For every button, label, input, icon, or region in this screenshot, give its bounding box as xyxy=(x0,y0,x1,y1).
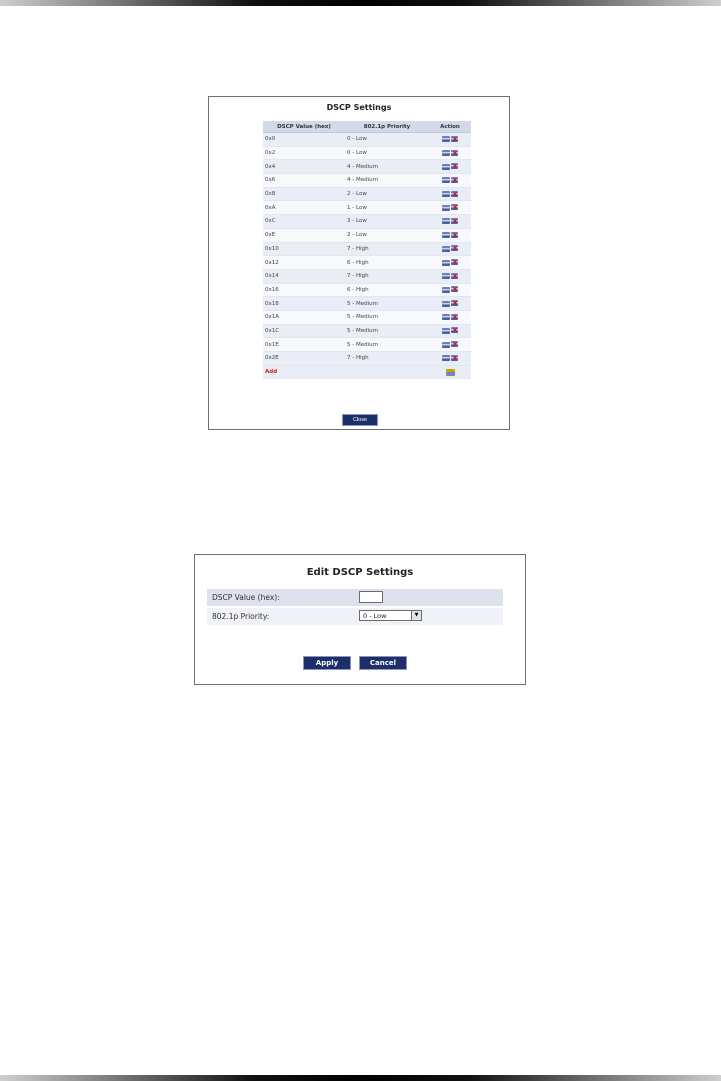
delete-icon[interactable] xyxy=(451,300,459,307)
edit-icon[interactable] xyxy=(442,328,450,334)
table-row xyxy=(263,133,471,147)
edit-icon[interactable] xyxy=(442,301,450,307)
dscp-value-cell: 0xA xyxy=(263,201,345,215)
dscp-value-label: DSCP Value (hex): xyxy=(212,593,280,602)
delete-icon[interactable] xyxy=(451,355,459,362)
priority-cell: 1 - Low xyxy=(345,201,429,215)
delete-icon[interactable] xyxy=(451,204,459,211)
dscp-value-cell: 0x2E xyxy=(263,352,345,366)
edit-dscp-dialog xyxy=(194,554,526,685)
table-row xyxy=(263,352,471,366)
edit-icon[interactable] xyxy=(442,232,450,238)
priority-cell: 5 - Medium xyxy=(345,310,429,324)
delete-icon[interactable] xyxy=(451,273,459,280)
edit-icon[interactable] xyxy=(442,246,450,252)
col-header-dscp: DSCP Value (hex) xyxy=(263,121,345,133)
dscp-value-cell: 0x8 xyxy=(263,187,345,201)
priority-cell: 3 - Low xyxy=(345,215,429,229)
action-cell xyxy=(429,215,471,229)
dscp-table xyxy=(263,121,471,379)
delete-icon[interactable] xyxy=(451,327,459,334)
table-row xyxy=(263,146,471,160)
action-cell xyxy=(429,352,471,366)
priority-cell: 6 - High xyxy=(345,283,429,297)
action-cell xyxy=(429,256,471,270)
add-icon[interactable] xyxy=(446,369,455,376)
edit-icon[interactable] xyxy=(442,218,450,224)
action-cell xyxy=(429,297,471,311)
dscp-value-cell: 0x0 xyxy=(263,133,345,147)
dscp-value-cell: 0x6 xyxy=(263,174,345,188)
table-row xyxy=(263,269,471,283)
action-cell xyxy=(429,187,471,201)
dscp-value-cell: 0x2 xyxy=(263,146,345,160)
dscp-table-header xyxy=(263,121,471,133)
table-row xyxy=(263,174,471,188)
dscp-value-row xyxy=(207,589,503,606)
delete-icon[interactable] xyxy=(451,177,459,184)
priority-cell: 4 - Medium xyxy=(345,160,429,174)
table-row xyxy=(263,187,471,201)
edit-icon[interactable] xyxy=(442,150,450,156)
bottom-decorative-bar xyxy=(0,1075,721,1081)
action-cell xyxy=(429,201,471,215)
apply-button[interactable]: Apply xyxy=(304,657,350,669)
action-cell xyxy=(429,146,471,160)
action-cell xyxy=(429,310,471,324)
delete-icon[interactable] xyxy=(451,341,459,348)
delete-icon[interactable] xyxy=(451,218,459,225)
add-link[interactable]: Add xyxy=(265,369,278,376)
dscp-value-input[interactable] xyxy=(359,591,383,603)
priority-cell: 0 - Low xyxy=(345,146,429,160)
table-row xyxy=(263,283,471,297)
priority-cell: 5 - Medium xyxy=(345,338,429,352)
delete-icon[interactable] xyxy=(451,163,459,170)
dscp-value-cell: 0x16 xyxy=(263,283,345,297)
action-cell xyxy=(429,283,471,297)
edit-icon[interactable] xyxy=(442,314,450,320)
top-decorative-bar xyxy=(0,0,721,6)
edit-icon[interactable] xyxy=(442,342,450,348)
dscp-value-cell: 0x18 xyxy=(263,297,345,311)
table-row xyxy=(263,160,471,174)
dscp-value-cell: 0x10 xyxy=(263,242,345,256)
delete-icon[interactable] xyxy=(451,245,459,252)
edit-icon[interactable] xyxy=(442,273,450,279)
table-row xyxy=(263,256,471,270)
priority-select-value: 0 - Low xyxy=(363,612,387,620)
table-row xyxy=(263,201,471,215)
priority-cell: 2 - Low xyxy=(345,187,429,201)
dscp-value-cell: 0x1E xyxy=(263,338,345,352)
priority-cell: 6 - High xyxy=(345,256,429,270)
dscp-value-cell: 0xE xyxy=(263,228,345,242)
dscp-value-cell: 0x1A xyxy=(263,310,345,324)
action-cell xyxy=(429,174,471,188)
dscp-settings-panel xyxy=(208,96,510,430)
edit-icon[interactable] xyxy=(442,136,450,142)
table-row xyxy=(263,297,471,311)
dscp-value-cell: 0x4 xyxy=(263,160,345,174)
priority-row xyxy=(207,608,503,625)
col-header-action: Action xyxy=(429,121,471,133)
priority-cell: 0 - Low xyxy=(345,133,429,147)
dscp-value-cell: 0xC xyxy=(263,215,345,229)
priority-cell: 5 - Medium xyxy=(345,297,429,311)
action-cell xyxy=(429,133,471,147)
delete-icon[interactable] xyxy=(451,136,459,143)
close-button[interactable]: Close xyxy=(343,415,377,425)
edit-icon[interactable] xyxy=(442,287,450,293)
table-row xyxy=(263,215,471,229)
delete-icon[interactable] xyxy=(451,259,459,266)
priority-label: 802.1p Priority: xyxy=(212,612,270,621)
cancel-button[interactable]: Cancel xyxy=(360,657,406,669)
add-row xyxy=(263,365,471,379)
table-row xyxy=(263,310,471,324)
priority-select[interactable] xyxy=(359,610,422,621)
priority-cell: 7 - High xyxy=(345,352,429,366)
edit-icon[interactable] xyxy=(442,164,450,170)
delete-icon[interactable] xyxy=(451,314,459,321)
action-cell xyxy=(429,269,471,283)
edit-icon[interactable] xyxy=(442,260,450,266)
action-cell xyxy=(429,228,471,242)
action-cell xyxy=(429,160,471,174)
priority-cell: 5 - Medium xyxy=(345,324,429,338)
chevron-down-icon[interactable]: ▼ xyxy=(411,611,421,620)
action-cell xyxy=(429,338,471,352)
col-header-priority: 802.1p Priority xyxy=(345,121,429,133)
table-row xyxy=(263,338,471,352)
priority-cell: 4 - Medium xyxy=(345,174,429,188)
priority-cell: 7 - High xyxy=(345,242,429,256)
edit-icon[interactable] xyxy=(442,191,450,197)
priority-cell: 2 - Low xyxy=(345,228,429,242)
action-cell xyxy=(429,242,471,256)
dscp-value-cell: 0x14 xyxy=(263,269,345,283)
table-row xyxy=(263,324,471,338)
table-row xyxy=(263,228,471,242)
delete-icon[interactable] xyxy=(451,232,459,239)
delete-icon[interactable] xyxy=(451,150,459,157)
edit-icon[interactable] xyxy=(442,355,450,361)
dscp-value-cell: 0x12 xyxy=(263,256,345,270)
dscp-value-cell: 0x1C xyxy=(263,324,345,338)
action-cell xyxy=(429,324,471,338)
priority-cell: 7 - High xyxy=(345,269,429,283)
delete-icon[interactable] xyxy=(451,286,459,293)
delete-icon[interactable] xyxy=(451,191,459,198)
edit-dscp-title: Edit DSCP Settings xyxy=(306,567,414,578)
table-row xyxy=(263,242,471,256)
edit-icon[interactable] xyxy=(442,177,450,183)
edit-icon[interactable] xyxy=(442,205,450,211)
dscp-settings-title: DSCP Settings xyxy=(326,103,392,112)
